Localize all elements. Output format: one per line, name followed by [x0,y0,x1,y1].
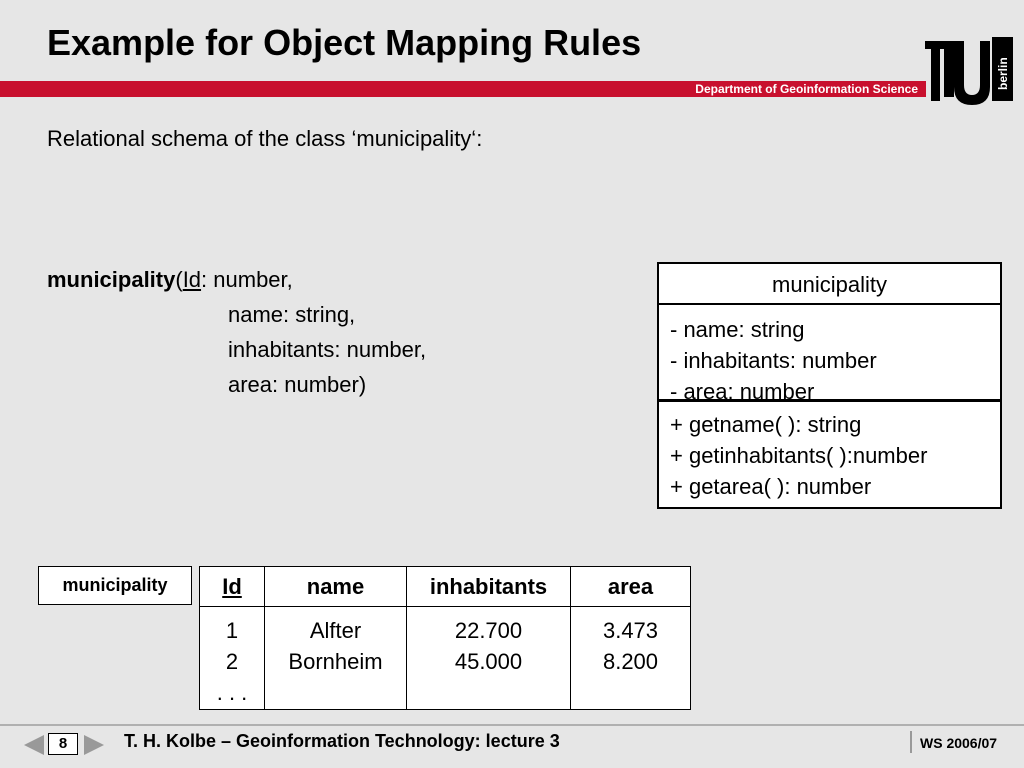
header-bar [0,81,926,97]
schema-key-type: : number, [201,267,293,292]
column-header-id [200,567,265,607]
table-body-row [200,607,691,710]
tu-berlin-logo [923,35,1015,105]
uml-class-name: municipality [659,264,1000,305]
uml-operation: + getarea( ): number [670,474,872,499]
svg-text:berlin: berlin [996,57,1010,90]
table-cell: 8.200 [602,649,659,674]
department-label: Department of Geoinformation Science [695,82,918,96]
column-header-name: name [265,567,407,607]
footer-term: WS 2006/07 [920,735,998,751]
table-cell: 2 [225,649,239,674]
schema-attribute: inhabitants: number, [228,337,427,362]
page-number: 8 [48,733,78,755]
uml-class-box [657,262,1002,509]
table-cell: Alfter [309,618,362,643]
relational-schema [47,262,426,402]
table-cell: . . . [216,680,248,705]
previous-slide-arrow-icon[interactable] [24,735,44,755]
table-cell: 3.473 [602,618,659,643]
table-cell: Bornheim [288,649,383,674]
table-header-row [200,567,691,607]
table-cell: 45.000 [454,649,523,674]
uml-operation: + getinhabitants( ):number [670,443,928,468]
schema-attribute: name: string, [228,302,356,327]
uml-attributes [659,305,1000,402]
slide-title: Example for Object Mapping Rules [47,22,642,63]
column-header-inhabitants: inhabitants [407,567,571,607]
schema-relation-name: municipality [47,267,176,292]
uml-attribute: - name: string [670,317,805,342]
footer-separator [910,731,912,753]
column-header-area: area [571,567,691,607]
footer-author-course: T. H. Kolbe – Geoinformation Technology: lecture 3 [124,731,560,751]
footer-divider [0,724,1024,726]
municipality-table [199,566,691,710]
uml-operation: + getname( ): string [670,412,862,437]
table-cell: 22.700 [454,618,523,643]
name-column [265,607,407,710]
schema-line-1 [47,262,426,297]
schema-key: Id [182,267,202,292]
table-name-label: municipality [38,566,192,605]
uml-attribute: - area: number [670,379,815,404]
subtitle: Relational schema of the class ‘municipality‘: [47,126,483,151]
table-cell: 1 [225,618,239,643]
area-column [571,607,691,710]
id-column [200,607,265,710]
uml-operations [659,402,1000,502]
inhabitants-column [407,607,571,710]
schema-open-paren: ( [175,267,183,292]
schema-attribute: area: number) [228,372,367,397]
uml-attribute: - inhabitants: number [670,348,877,373]
column-header-id-label: Id [222,573,242,599]
next-slide-arrow-icon[interactable] [84,735,104,755]
